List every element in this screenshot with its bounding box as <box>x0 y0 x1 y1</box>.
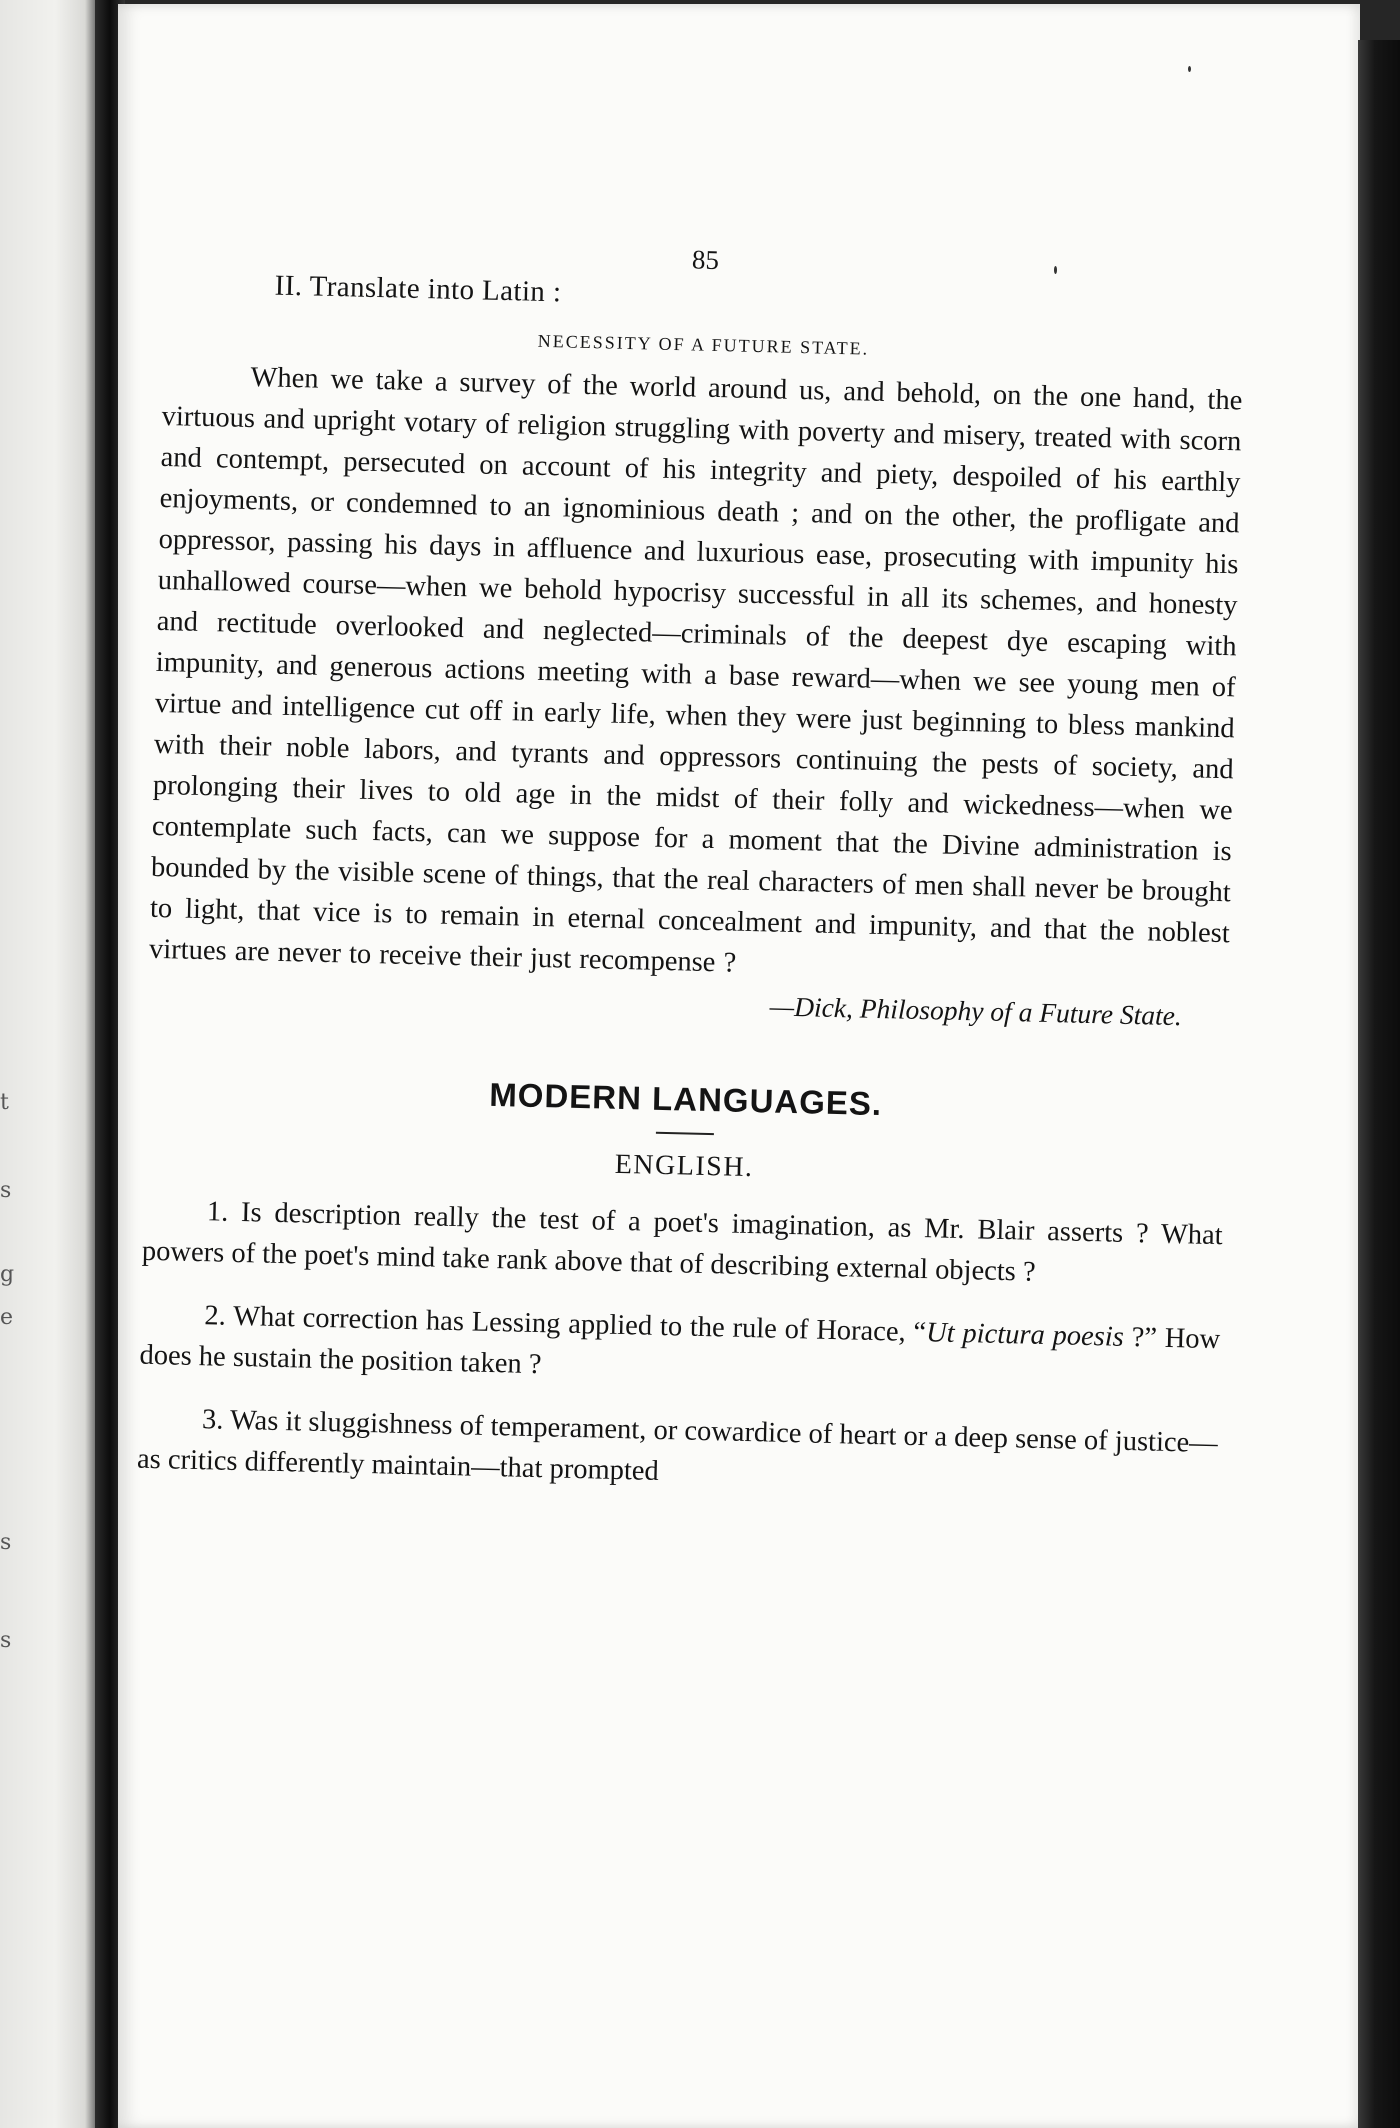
scan-speck <box>1188 66 1191 72</box>
question-item: 1. Is description really the test of a poet's imagination, as Mr. Blair asserts ? What powers of the poet's mind take rank above that of describing external objects ? <box>141 1196 1224 1288</box>
passage-attribution: —Dick, Philosophy of a Future State. <box>769 990 1183 1032</box>
page-content <box>136 232 1246 1527</box>
edge-letter: s <box>0 1530 12 1555</box>
page-stack-edge <box>1358 40 1400 2128</box>
edge-letter: s <box>0 1628 12 1653</box>
sub-heading: ENGLISH. <box>614 1148 754 1184</box>
question-item <box>139 1294 1221 1401</box>
book-page <box>118 4 1360 2128</box>
heading-rule <box>656 1132 714 1135</box>
edge-letter: g <box>0 1262 15 1287</box>
page-number: 85 <box>691 244 720 276</box>
passage-title: NECESSITY OF A FUTURE STATE. <box>537 330 870 359</box>
edge-letter: t <box>0 1090 9 1115</box>
question-text: 2. What correction has Lessing applied to the rule of Horace, “ <box>204 1300 927 1349</box>
section-heading: II. Translate into Latin : <box>274 269 562 309</box>
main-heading: MODERN LANGUAGES. <box>488 1075 883 1123</box>
question-text: ?” How does he sustain the position taken ? <box>139 1321 1221 1381</box>
left-page-fragment <box>0 0 100 2128</box>
passage-body: When we take a survey of the world around us, and behold, on the one hand, the virtuous and upright votary of religion struggling with poverty and misery, treated with scorn and contempt, persecuted on account of his integrity and piety, despoiled of his earthly enjoyments, or condemned to an ignominious death ; and on the other, the profligate and oppressor, passing his days in affluence and luxurious ease, prosecuting with impunity his unhallowed course—when we behold hypocrisy successful in all its schemes, and honesty and rectitude overlooked and neglected—criminals of the deepest dye escaping with impunity, and generous actions meeting with a base reward—when we see young men of virtue and intelligence cut off in early life, when they were just beginning to bless mankind with their noble labors, and tyrants and oppressors continuing the pests of society, and prolonging their lives to old age in the midst of their folly and wickedness—when we contemplate such facts, can we suppose for a moment that the Divine administration is bounded by the visible scene of things, that the real characters of men shall never be brought to light, that vice is to remain in eternal concealment and impunity, and that the noblest virtues are never to receive their just recompense ? <box>148 362 1243 979</box>
latin-phrase: Ut pictura poesis <box>925 1317 1125 1353</box>
question-item: 3. Was it sluggishness of temperament, or cowardice of heart or a deep sense of justice—as critics differently maintain—that prompted <box>136 1404 1219 1487</box>
edge-letter: s <box>0 1178 12 1203</box>
edge-letter: e <box>0 1305 14 1330</box>
